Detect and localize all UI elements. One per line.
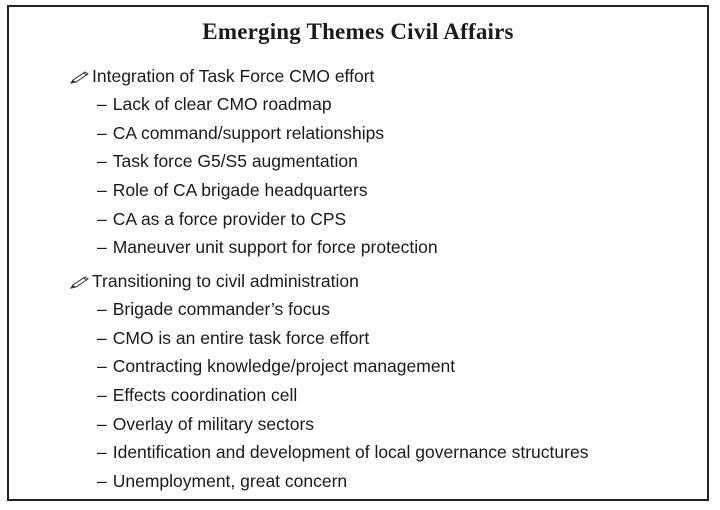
list-item: – Role of CA brigade headquarters	[97, 180, 368, 201]
sub-list	[69, 295, 588, 496]
list-item: – Contracting knowledge/project management	[97, 356, 456, 377]
list-item: – Lack of clear CMO roadmap	[97, 94, 332, 114]
list-item: – Brigade commander’s focus	[97, 299, 330, 319]
list-item: – Effects coordination cell	[97, 385, 298, 406]
list-item: – Identification and development of local governance structures	[97, 442, 589, 463]
section-header	[69, 62, 438, 90]
list-item: – CMO is an entire task force effort	[97, 327, 370, 348]
pencil-icon	[69, 274, 91, 288]
section-header-label: Integration of Task Force CMO effort	[92, 65, 375, 86]
slide-frame	[7, 5, 709, 501]
pencil-icon	[69, 69, 91, 83]
section-integration	[69, 62, 438, 262]
slide-title: Emerging Themes Civil Affairs	[202, 19, 514, 44]
list-item: – CA command/support relationships	[97, 122, 385, 143]
sub-list	[69, 90, 438, 262]
list-item: – Overlay of military sectors	[97, 413, 315, 434]
list-item: – CA as a force provider to CPS	[97, 208, 347, 229]
section-header	[69, 267, 588, 295]
section-transitioning	[69, 267, 588, 496]
list-item: – Maneuver unit support for force protection	[97, 237, 438, 258]
list-item: – Task force G5/S5 augmentation	[97, 151, 358, 172]
section-header-label: Transitioning to civil administration	[92, 270, 359, 291]
list-item: – Unemployment, great concern	[97, 471, 348, 492]
